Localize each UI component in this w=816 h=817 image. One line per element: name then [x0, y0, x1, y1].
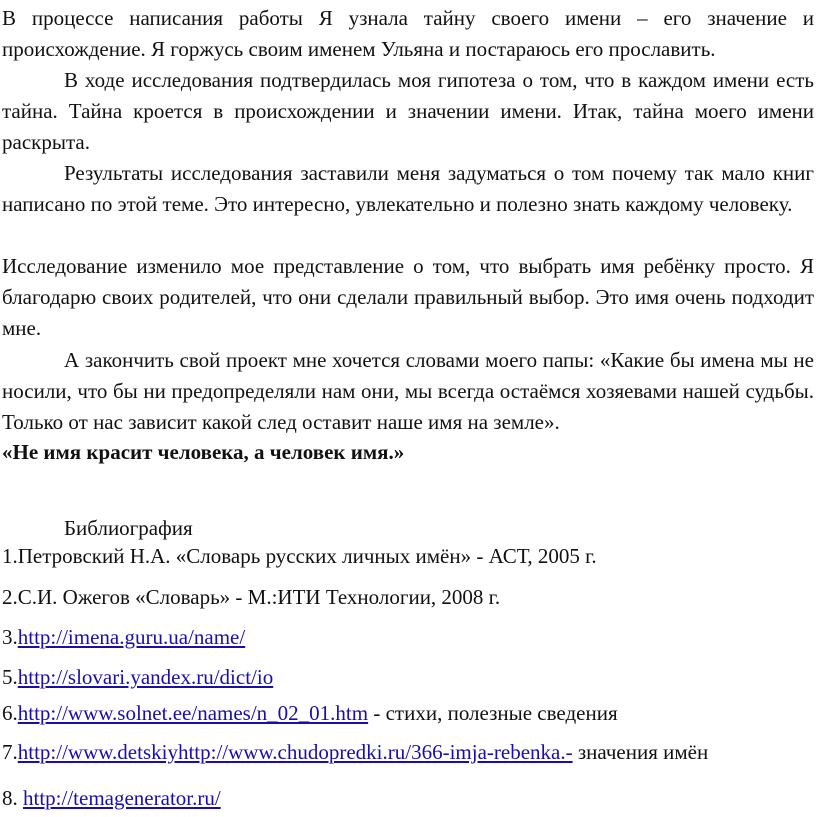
reference-number: 6.: [2, 701, 18, 725]
reference-text: 1.Петровский Н.А. «Словарь русских личных имён» - АСТ, 2005 г.: [2, 544, 597, 568]
reference-item: [2, 582, 500, 613]
reference-item: [2, 662, 273, 693]
paragraph-conclusion: А закончить свой проект мне хочется словами моего папы: «Какие бы имена мы не носили, что бы ни предопределяли нам они, мы всегда остаёмся хозяевами нашей судьбы. Только от нас зависит какой след оставит наше имя на земле».: [2, 348, 814, 434]
reference-link[interactable]: http://www.solnet.ee/names/n_02_01.htm: [17, 701, 369, 725]
reference-item: [2, 737, 708, 768]
reference-number: 8.: [2, 786, 23, 810]
reference-number: 3.: [2, 625, 18, 649]
paragraph-changed-view: Исследование изменило мое представление о том, что выбрать имя ребёнку просто. Я благодарю своих родителей, что они сделали правильный выбор. Это имя очень подходит мне.: [2, 254, 814, 340]
reference-link[interactable]: http://slovari.yandex.ru/dict/io: [17, 665, 274, 689]
reference-number: 7.: [2, 740, 18, 764]
reference-description: - стихи, полезные сведения: [368, 701, 618, 725]
paragraph-hypothesis: В ходе исследования подтвердилась моя гипотеза о том, что в каждом имени есть тайна. Тайна кроется в происхождении и значении имени. Итак, тайна моего имени раскрыта.: [2, 68, 814, 154]
reference-link[interactable]: http://imena.guru.ua/name/: [17, 625, 246, 649]
motto-quote: «Не имя красит человека, а человек имя.»: [2, 440, 405, 464]
bibliography-title: Библиография: [64, 516, 193, 540]
reference-number: 5.: [2, 665, 18, 689]
reference-item: [2, 541, 597, 572]
reference-item: [2, 698, 618, 729]
reference-text: 2.С.И. Ожегов «Словарь» - М.:ИТИ Технологии, 2008 г.: [2, 585, 501, 609]
reference-link[interactable]: http://www.detskiyhttp://www.chudopredki.ru/366-imja-rebenka.-: [17, 740, 573, 764]
paragraph-results: Результаты исследования заставили меня задуматься о том почему так мало книг написано по этой теме. Это интересно, увлекательно и полезно знать каждому человеку.: [2, 161, 814, 216]
paragraph-intro: В процессе написания работы Я узнала тайну своего имени – его значение и происхождение. Я горжусь своим именем Ульяна и постараюсь его прославить.: [2, 6, 814, 61]
reference-description: значения имён: [572, 740, 709, 764]
reference-item: [2, 622, 245, 653]
reference-link[interactable]: http://temagenerator.ru/: [23, 786, 221, 810]
reference-item: [2, 783, 221, 814]
